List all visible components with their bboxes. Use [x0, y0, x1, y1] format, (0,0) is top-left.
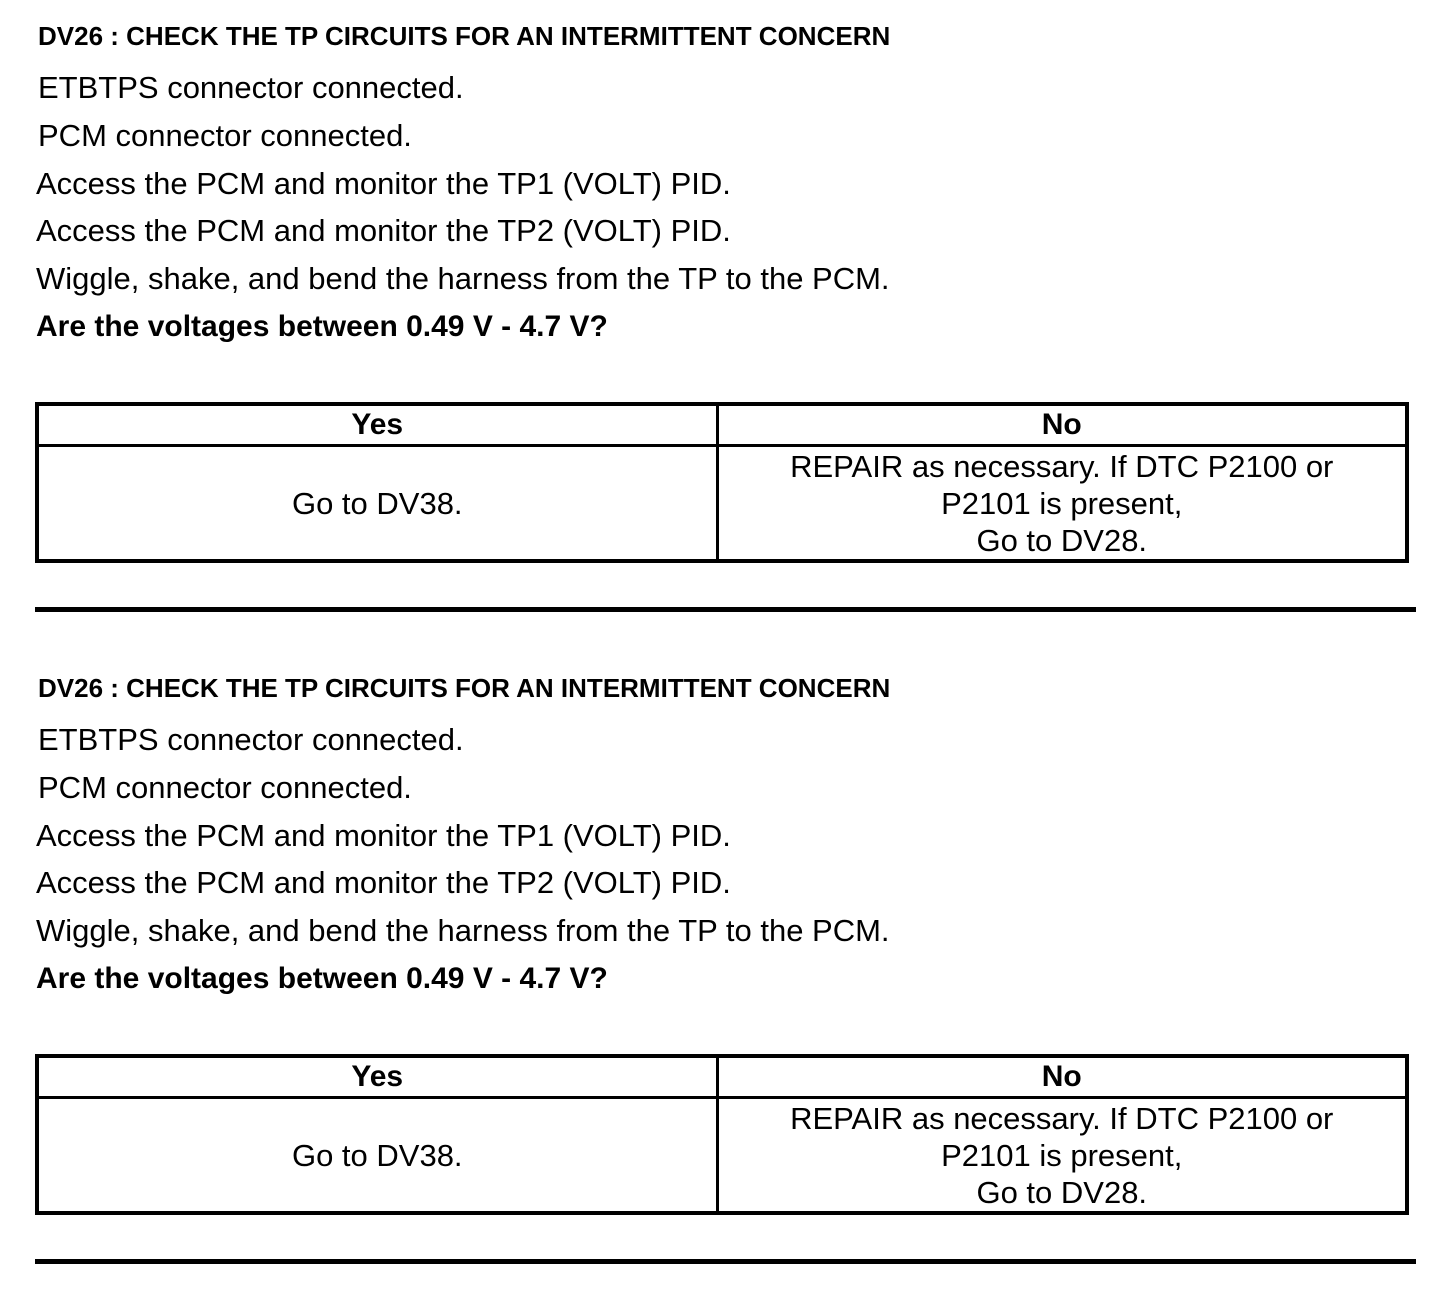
section-divider — [35, 1259, 1416, 1264]
yes-header: Yes — [37, 404, 717, 446]
no-result — [717, 446, 1407, 562]
instruction-line: Access the PCM and monitor the TP2 (VOLT) PID. — [36, 865, 731, 900]
no-result-line: REPAIR as necessary. If DTC P2100 or — [790, 1100, 1334, 1136]
yes-header: Yes — [37, 1056, 717, 1098]
instruction-line: Access the PCM and monitor the TP2 (VOLT) PID. — [36, 213, 731, 248]
no-result-line: P2101 is present, — [941, 485, 1183, 521]
table-row — [37, 446, 1407, 562]
instruction-line: Access the PCM and monitor the TP1 (VOLT) PID. — [36, 818, 731, 853]
section-divider — [35, 607, 1416, 612]
result-table — [35, 402, 1409, 563]
instruction-line: Wiggle, shake, and bend the harness from the TP to the PCM. — [36, 913, 890, 948]
table-header-row — [37, 1056, 1407, 1098]
no-header: No — [717, 404, 1407, 446]
yes-result: Go to DV38. — [37, 446, 717, 562]
decision-question: Are the voltages between 0.49 V - 4.7 V? — [36, 962, 608, 995]
result-table — [35, 1054, 1409, 1215]
no-result-line: P2101 is present, — [941, 1137, 1183, 1173]
no-header: No — [717, 1056, 1407, 1098]
table-header-row — [37, 404, 1407, 446]
decision-question: Are the voltages between 0.49 V - 4.7 V? — [36, 310, 608, 343]
table-row — [37, 1098, 1407, 1214]
instruction-line: Wiggle, shake, and bend the harness from the TP to the PCM. — [36, 261, 890, 296]
instruction-line: ETBTPS connector connected. — [38, 722, 464, 757]
instruction-line: Access the PCM and monitor the TP1 (VOLT) PID. — [36, 166, 731, 201]
no-result-line: Go to DV28. — [976, 522, 1148, 558]
no-result-line: Go to DV28. — [976, 1174, 1148, 1210]
instruction-line: ETBTPS connector connected. — [38, 70, 464, 105]
diagnostic-step-section — [0, 652, 1456, 1304]
yes-result: Go to DV38. — [37, 1098, 717, 1214]
step-title: DV26 : CHECK THE TP CIRCUITS FOR AN INTERMITTENT CONCERN — [38, 21, 891, 51]
no-result-line: REPAIR as necessary. If DTC P2100 or — [790, 448, 1334, 484]
no-result — [717, 1098, 1407, 1214]
step-title: DV26 : CHECK THE TP CIRCUITS FOR AN INTERMITTENT CONCERN — [38, 673, 891, 703]
instruction-line: PCM connector connected. — [38, 118, 412, 153]
instruction-line: PCM connector connected. — [38, 770, 412, 805]
